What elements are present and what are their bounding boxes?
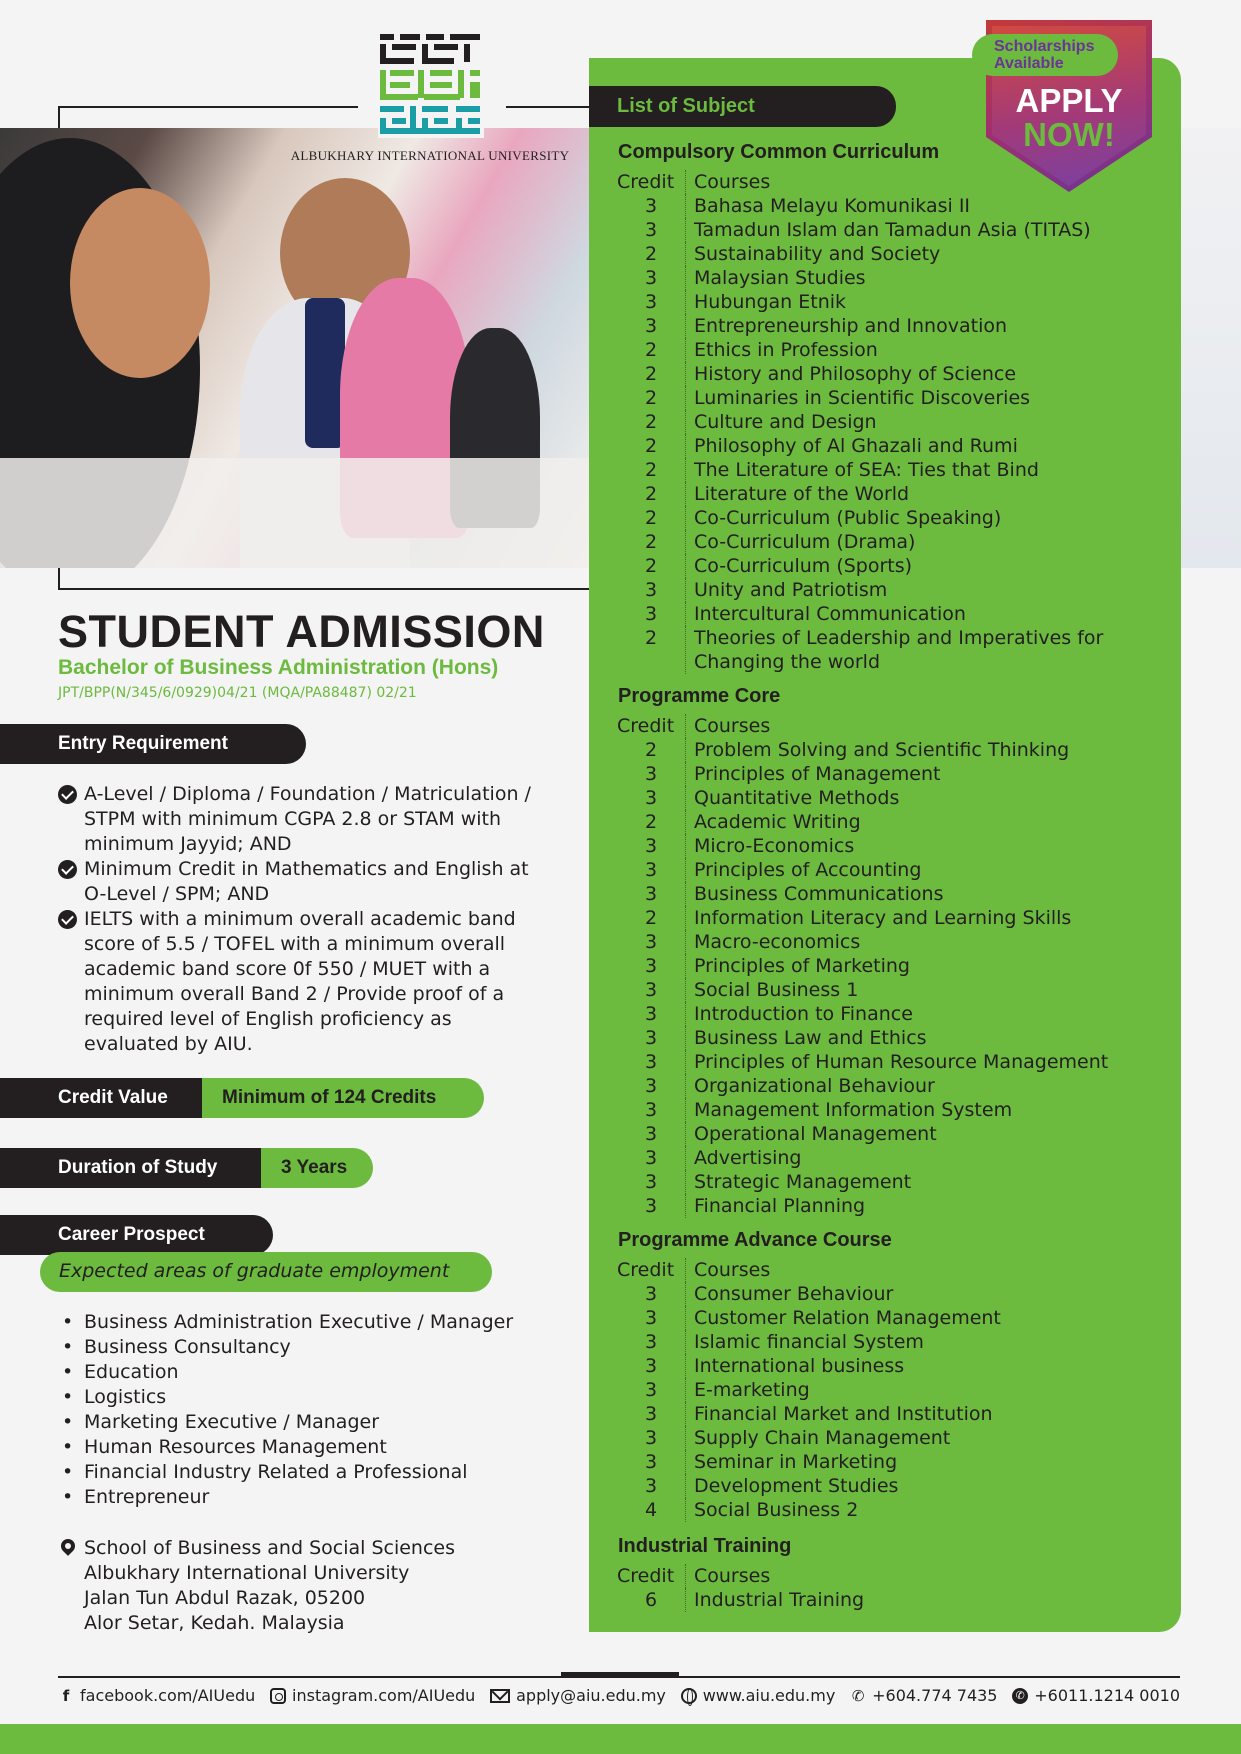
credit-cell: 3 [617,1146,686,1170]
course-cell: Co-Curriculum (Public Speaking) [694,507,1002,529]
university-logo [378,32,484,138]
credit-cell: 4 [617,1498,686,1522]
credit-cell: 2 [617,738,686,762]
credit-cell: 2 [617,242,686,266]
accreditation-code: JPT/BPP(N/345/6/0929)04/21 (MQA/PA88487) 02/21 [58,685,417,701]
credit-cell: 6 [617,1588,686,1612]
course-cell: Luminaries in Scientific Discoveries [694,387,1031,409]
check-icon [58,910,77,929]
credit-cell: 3 [617,1002,686,1026]
course-cell: The Literature of SEA: Ties that Bind [694,459,1039,481]
courses-header: Courses [694,1259,771,1281]
table-header [617,714,1177,738]
table-row [617,458,1177,482]
course-cell: Industrial Training [694,1589,865,1611]
table-row [617,242,1177,266]
course-cell: Academic Writing [694,811,861,833]
course-cell: Malaysian Studies [694,267,866,289]
credit-cell: 3 [617,1194,686,1218]
course-cell: Literature of the World [694,483,910,505]
compulsory-table [617,170,1177,674]
course-cell: Financial Planning [694,1195,866,1217]
table-row [617,410,1177,434]
section-title: Compulsory Common Curriculum [618,141,940,163]
whatsapp-icon: ✆ [1012,1688,1028,1704]
course-cell: Entrepreneurship and Innovation [694,315,1008,337]
course-cell: Sustainability and Society [694,243,941,265]
entry-requirement-list [58,782,538,1057]
credit-header: Credit [617,1258,686,1282]
table-row [617,506,1177,530]
career-list [58,1310,558,1510]
course-cell: History and Philosophy of Science [694,363,1017,385]
core-table [617,714,1177,1218]
course-cell: Organizational Behaviour [694,1075,935,1097]
table-row [617,1498,1177,1522]
location-pin-icon [58,1536,78,1556]
requirement-item: IELTS with a minimum overall academic band score of 5.5 / TOFEL with a minimum overall academic band score 0f 550 / MUET with a minimum overall Band 2 / Provide proof of a required level of English proficiency as evaluated by AIU. [58,907,538,1057]
hero-photo [0,128,589,568]
credit-cell: 3 [617,1378,686,1402]
credit-cell: 3 [617,194,686,218]
table-row [617,810,1177,834]
credit-cell: 3 [617,1074,686,1098]
facebook-link[interactable]: f facebook.com/AIUedu [58,1686,255,1705]
credit-cell: 3 [617,218,686,242]
course-cell: Operational Management [694,1123,937,1145]
phone-link[interactable]: ✆ +604.774 7435 [851,1686,998,1705]
course-cell: Principles of Marketing [694,955,910,977]
course-cell: Macro-economics [694,931,861,953]
frame-line [506,106,590,108]
credit-header: Credit [617,170,686,194]
credit-cell: 2 [617,410,686,434]
course-cell: Unity and Patriotism [694,579,888,601]
course-cell: Business Communications [694,883,944,905]
credit-cell: 3 [617,762,686,786]
credit-cell: 3 [617,978,686,1002]
courses-header: Courses [694,1565,771,1587]
career-item: • Human Resources Management [58,1435,558,1460]
credit-cell: 2 [617,434,686,458]
email-link[interactable]: apply@aiu.edu.my [490,1686,666,1705]
course-cell: Development Studies [694,1475,899,1497]
page-title: STUDENT ADMISSION [58,606,545,657]
course-cell: Philosophy of Al Ghazali and Rumi [694,435,1018,457]
university-name: ALBUKHARY INTERNATIONAL UNIVERSITY [290,148,570,163]
credit-cell: 2 [617,458,686,482]
table-row [617,834,1177,858]
check-icon [58,785,77,804]
table-row [617,954,1177,978]
career-item: • Business Administration Executive / Manager [58,1310,558,1335]
table-row [617,1282,1177,1306]
career-item: • Financial Industry Related a Professional [58,1460,558,1485]
career-item: • Logistics [58,1385,558,1410]
table-row [617,1378,1177,1402]
phone-icon: ✆ [851,1686,865,1705]
credit-cell: 3 [617,882,686,906]
table-row [617,1002,1177,1026]
credit-cell: 3 [617,1426,686,1450]
table-row [617,882,1177,906]
credit-cell: 3 [617,314,686,338]
requirement-item: A-Level / Diploma / Foundation / Matriculation / STPM with minimum CGPA 2.8 or STAM with minimum Jayyid; AND [58,782,538,857]
check-icon [58,860,77,879]
table-row [617,290,1177,314]
credit-cell: 3 [617,1354,686,1378]
requirement-item: Minimum Credit in Mathematics and English at O-Level / SPM; AND [58,857,538,907]
table-row [617,386,1177,410]
duration-pill: 3 Years [261,1148,373,1188]
instagram-icon [270,1688,286,1704]
course-cell: Theories of Leadership and Imperatives for Changing the world [694,627,1104,673]
course-cell: Bahasa Melayu Komunikasi II [694,195,971,217]
frame-line [58,106,60,128]
course-cell: Principles of Human Resource Management [694,1051,1109,1073]
table-row [617,1170,1177,1194]
table-row [617,530,1177,554]
address-line: Alor Setar, Kedah. Malaysia [84,1612,345,1634]
table-row [617,578,1177,602]
now-label: NOW! [1023,116,1115,153]
credit-cell: 2 [617,530,686,554]
table-row [617,930,1177,954]
table-row [617,218,1177,242]
facebook-icon: f [62,1686,70,1705]
table-row [617,266,1177,290]
whatsapp-link[interactable]: ✆ +6011.1214 0010 [1012,1686,1180,1705]
table-row [617,906,1177,930]
course-cell: Social Business 2 [694,1499,859,1521]
credit-cell: 3 [617,858,686,882]
globe-icon [681,1688,697,1704]
advance-table [617,1258,1177,1522]
table-row [617,1122,1177,1146]
credit-cell: 3 [617,290,686,314]
credit-cell: 3 [617,578,686,602]
course-cell: Social Business 1 [694,979,859,1001]
credit-value-pill: Minimum of 124 Credits [202,1078,484,1118]
course-cell: Consumer Behaviour [694,1283,894,1305]
expected-employment-banner: Expected areas of graduate employment [40,1252,492,1292]
table-row [617,1330,1177,1354]
credit-value-tab: Credit Value [0,1078,230,1118]
career-prospect-tab: Career Prospect [0,1215,273,1255]
table-row [617,1146,1177,1170]
courses-header: Courses [694,715,771,737]
table-row [617,762,1177,786]
table-row [617,1098,1177,1122]
frame-line [58,588,590,590]
industrial-table [617,1564,1177,1612]
website-link[interactable]: www.aiu.edu.my [681,1686,836,1705]
course-cell: Introduction to Finance [694,1003,913,1025]
course-cell: Supply Chain Management [694,1427,951,1449]
credit-cell: 3 [617,1122,686,1146]
credit-cell: 3 [617,1170,686,1194]
table-row [617,554,1177,578]
programme-name: Bachelor of Business Administration (Hons) [58,656,499,679]
course-cell: Intercultural Communication [694,603,966,625]
credit-cell: 2 [617,554,686,578]
credit-cell: 3 [617,266,686,290]
section-title: Programme Advance Course [618,1229,892,1251]
table-row [617,314,1177,338]
course-cell: Culture and Design [694,411,877,433]
address-line: Albukhary International University [84,1562,410,1584]
course-cell: Principles of Management [694,763,941,785]
credit-cell: 2 [617,506,686,530]
table-row [617,978,1177,1002]
credit-cell: 3 [617,1450,686,1474]
table-header [617,1564,1177,1588]
instagram-link[interactable]: instagram.com/AIUedu [270,1686,475,1705]
course-cell: Strategic Management [694,1171,912,1193]
course-cell: International business [694,1355,905,1377]
course-cell: Business Law and Ethics [694,1027,927,1049]
table-row [617,738,1177,762]
career-item: • Entrepreneur [58,1485,558,1510]
table-row [617,626,1177,674]
address-line: School of Business and Social Sciences [84,1537,456,1559]
table-row [617,1050,1177,1074]
course-cell: Ethics in Profession [694,339,878,361]
course-cell: Islamic financial System [694,1331,924,1353]
duration-tab: Duration of Study [0,1148,290,1188]
table-row [617,1074,1177,1098]
credit-cell: 3 [617,1026,686,1050]
table-row [617,786,1177,810]
credit-cell: 3 [617,1474,686,1498]
apply-now-badge[interactable] [986,20,1152,192]
credit-cell: 2 [617,338,686,362]
table-row [617,1026,1177,1050]
credit-cell: 3 [617,930,686,954]
credit-cell: 2 [617,906,686,930]
table-row [617,858,1177,882]
course-cell: Principles of Accounting [694,859,922,881]
courses-header: Courses [694,171,771,193]
credit-cell: 2 [617,482,686,506]
footer [58,1686,1180,1705]
course-cell: Micro-Economics [694,835,855,857]
credit-cell: 2 [617,386,686,410]
credit-cell: 3 [617,1330,686,1354]
table-row [617,1354,1177,1378]
credit-cell: 3 [617,1282,686,1306]
address-line: Jalan Tun Abdul Razak, 05200 [84,1587,366,1609]
table-row [617,1194,1177,1218]
table-row [617,1402,1177,1426]
scholarships-label: Scholarships Available [972,34,1118,76]
career-item: • Marketing Executive / Manager [58,1410,558,1435]
course-cell: Hubungan Etnik [694,291,847,313]
credit-cell: 2 [617,626,686,674]
mail-icon [490,1689,510,1703]
course-cell: E-marketing [694,1379,810,1401]
footer-divider-tab [561,1672,679,1678]
course-cell: Management Information System [694,1099,1013,1121]
course-cell: Tamadun Islam dan Tamadun Asia (TITAS) [694,219,1091,241]
credit-header: Credit [617,1564,686,1588]
table-row [617,1588,1177,1612]
course-cell: Advertising [694,1147,802,1169]
credit-cell: 3 [617,1306,686,1330]
frame-line [58,106,358,108]
table-header [617,1258,1177,1282]
career-item: • Education [58,1360,558,1385]
credit-cell: 3 [617,1098,686,1122]
course-cell: Co-Curriculum (Drama) [694,531,916,553]
course-cell: Seminar in Marketing [694,1451,898,1473]
frame-line [58,568,60,588]
course-cell: Co-Curriculum (Sports) [694,555,913,577]
table-row [617,338,1177,362]
table-row [617,434,1177,458]
credit-cell: 3 [617,602,686,626]
apply-label: APPLY [1015,82,1123,119]
credit-cell: 3 [617,1050,686,1074]
course-cell: Customer Relation Management [694,1307,1001,1329]
course-cell: Quantitative Methods [694,787,900,809]
credit-cell: 3 [617,954,686,978]
credit-cell: 2 [617,810,686,834]
table-row [617,602,1177,626]
credit-cell: 3 [617,834,686,858]
entry-requirement-tab: Entry Requirement [0,724,306,764]
career-item: • Business Consultancy [58,1335,558,1360]
list-of-subject-tab: List of Subject [589,86,896,127]
address-block [58,1536,455,1636]
table-row [617,1306,1177,1330]
table-row [617,1450,1177,1474]
credit-cell: 2 [617,362,686,386]
credit-cell: 3 [617,1402,686,1426]
hero-photo-edge [1180,128,1241,568]
table-row [617,1426,1177,1450]
course-cell: Problem Solving and Scientific Thinking [694,739,1070,761]
credit-cell: 3 [617,786,686,810]
table-row [617,1474,1177,1498]
table-row [617,362,1177,386]
section-title: Industrial Training [618,1535,792,1557]
table-row [617,194,1177,218]
section-title: Programme Core [618,685,781,707]
bottom-bar [0,1724,1241,1754]
credit-header: Credit [617,714,686,738]
course-cell: Information Literacy and Learning Skills [694,907,1072,929]
table-row [617,482,1177,506]
course-cell: Financial Market and Institution [694,1403,993,1425]
